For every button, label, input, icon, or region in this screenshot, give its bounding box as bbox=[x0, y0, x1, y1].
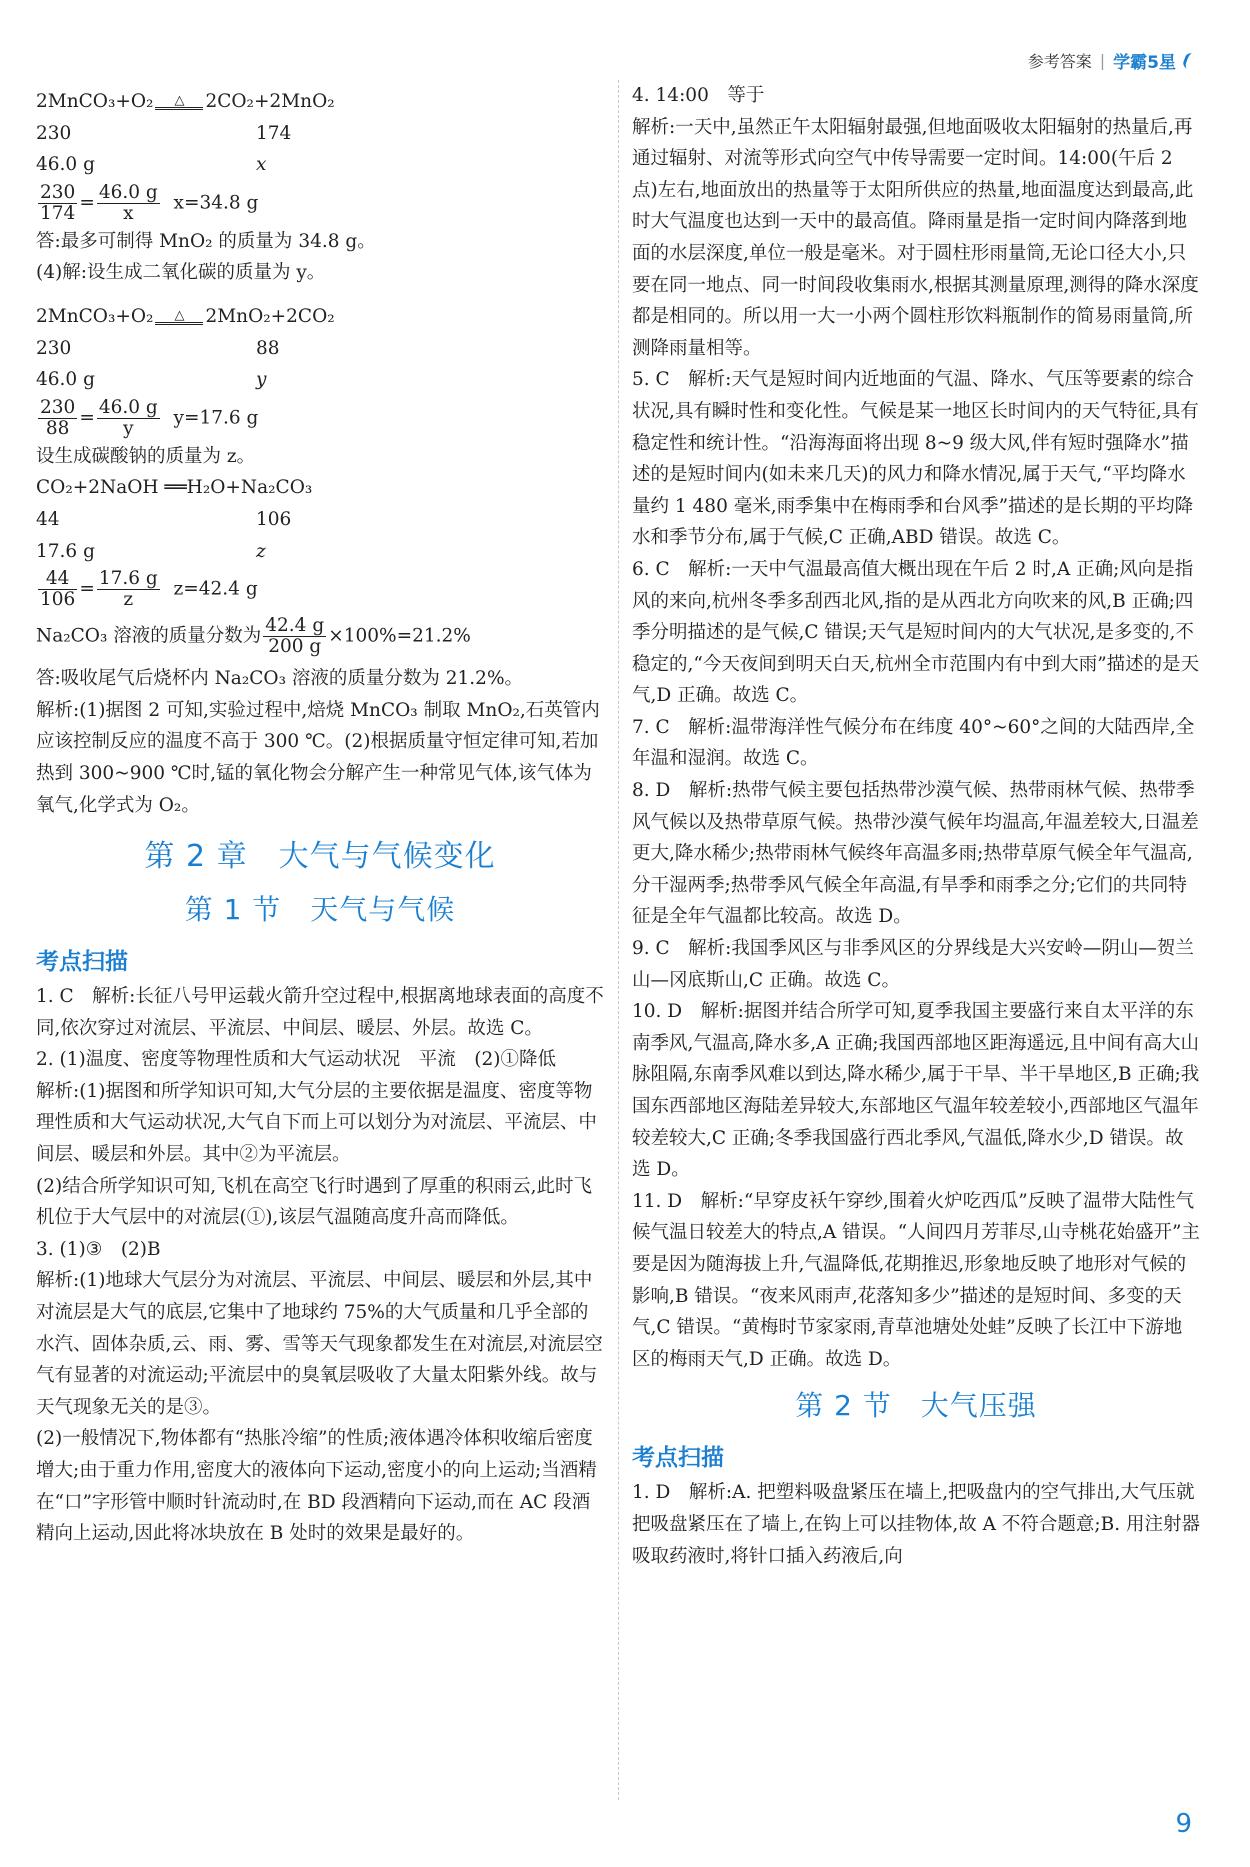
question-9: 9. C 解析:我国季风区与非季风区的分界线是大兴安岭—阴山—贺兰山—冈底斯山,C 正确。故选 C。 bbox=[632, 938, 1194, 991]
mass-fraction: Na₂CO₃ 溶液的质量分数为 $\frac{42.4 g}{200 g}$ ×100%=21.2% bbox=[36, 615, 471, 658]
right-column bbox=[632, 80, 1200, 1572]
left-column bbox=[36, 80, 604, 1550]
answer-2: 答:吸收尾气后烧杯内 Na₂CO₃ 溶液的质量分数为 21.2%。 bbox=[36, 668, 524, 690]
question-3-analysis-2: (2)一般情况下,物体都有“热胀冷缩”的性质;液体遇冷体积收缩后密度增大;由于重力作用,密度大的液体向下运动,密度小的向上运动;当酒精在“口”字形管中顺时针流动时,在 BD 段酒精向下运动,而在 AC 段酒精向上运动,因此将冰块放在 B 处时的效果是最好的。 bbox=[36, 1428, 597, 1545]
answer-1: 答:最多可制得 MnO₂ 的质量为 34.8 g。 bbox=[36, 230, 376, 252]
question-5: 5. C 解析:天气是短时间内近地面的气温、降水、气压等要素的综合状况,具有瞬时性和变化性。气候是某一地区长时间内的天气特征,具有稳定性和统计性。“沿海海面将出现 8~9 级大风,伴有短时强降水”描述的是短时间内(如未来几天)的风力和降水情况,属于天气,“平均降水量约 1 480 毫米,雨季集中在梅雨季和台风季”描述的是长期的平均降水和季节分布,属于气候,C 正确,ABD 错误。故选 C。 bbox=[632, 369, 1199, 549]
set-z: 设生成碳酸钠的质量为 z。 bbox=[36, 445, 256, 467]
analysis-block: 解析:(1)据图 2 可知,实验过程中,焙烧 MnCO₃ 制取 MnO₂,石英管内应该控制反应的温度不高于 300 ℃。(2)根据质量守恒定律可知,若加热到 300~900 ℃时,锰的氧化物会分解产生一种常见气体,该气体为氧气,化学式为 O₂。 bbox=[36, 699, 600, 816]
question-2: 2. (1)温度、密度等物理性质和大气运动状况 平流 (2)①降低 bbox=[36, 1049, 556, 1071]
equation-2: 2MnCO₃+O₂ 2MnO₂+2CO₂ bbox=[36, 305, 335, 327]
proportion-3: $\frac{44}{106}$ = $\frac{17.6 g}{z}$ z=42.4 g bbox=[40, 568, 258, 611]
header-separator: | bbox=[1099, 51, 1106, 70]
mass-row-1: 230 174 bbox=[36, 122, 292, 144]
mass-row-3: 44 106 bbox=[36, 508, 292, 530]
brand-logo: 学霸5星 bbox=[1113, 53, 1176, 73]
mass-row-2: 230 88 bbox=[36, 337, 280, 359]
given-row-2: 46.0 g y bbox=[36, 369, 267, 391]
proportion-2: $\frac{230}{88}$ = $\frac{46.0 g}{y}$ y=17.6 g bbox=[40, 396, 259, 439]
proportion-1: $\frac{230}{174}$ = $\frac{46.0 g}{x}$ x=34.8 g bbox=[40, 181, 259, 224]
question-3: 3. (1)③ (2)B bbox=[36, 1238, 161, 1260]
question-6: 6. C 解析:一天中气温最高值大概出现在午后 2 时,A 正确;风向是指风的来向,杭州冬季多刮西北风,指的是从西北方向吹来的风,B 正确;四季分明描述的是气候,C 错误;天气是短时间内的大气状况,是多变的,不稳定的,“今天夜间到明天白天,杭州全市范围内有中到大雨”描述的是天气,D 正确。故选 C。 bbox=[632, 558, 1200, 707]
equation-1: 2MnCO₃+O₂ 2CO₂+2MnO₂ bbox=[36, 91, 335, 112]
question-4: 4. 14:00 等于 bbox=[632, 85, 765, 106]
part-4: (4)解:设生成二氧化碳的质量为 y。 bbox=[36, 262, 326, 284]
question-2-analysis-1: 解析:(1)据图和所学知识可知,大气分层的主要依据是温度、密度等物理性质和大气运动状况,大气自下而上可以划分为对流层、平流层、中间层、暖层和外层。其中②为平流层。 bbox=[36, 1080, 597, 1166]
question-11: 11. D 解析:“早穿皮袄午穿纱,围着火炉吃西瓜”反映了温带大陆性气候气温日较差大的特点,A 错误。“人间四月芳菲尽,山寺桃花始盛开”主要是因为随海拔上升,气温降低,花期推迟,形象地反映了地形对气候的影响,B 错误。“夜来风雨声,花落知多少”描述的是短时间、多变的天气,C 错误。“黄梅时节家家雨,青草池塘处处蛙”反映了长江中下游地区的梅雨天气,D 正确。故选 D。 bbox=[632, 1190, 1200, 1370]
question-8: 8. D 解析:热带气候主要包括热带沙漠气候、热带雨林气候、热带季风气候以及热带草原气候。热带沙漠气候年均温高,年温差较大,日温差更大,降水稀少;热带雨林气候终年高温多雨;热带草原气候全年气温高,分干湿两季;热带季风气候全年高温,有旱季和雨季之分;它们的共同特征是全年气温都比较高。故选 D。 bbox=[632, 780, 1199, 928]
key-points-heading-2: 考点扫描 bbox=[632, 1445, 724, 1472]
given-row-3: 17.6 g z bbox=[36, 540, 266, 562]
question-1: 1. C 解析:长征八号甲运载火箭升空过程中,根据离地球表面的高度不同,依次穿过对流层、平流层、中间层、暖层、外层。故选 C。 bbox=[36, 986, 604, 1039]
question-7: 7. C 解析:温带海洋性气候分布在纬度 40°~60°之间的大陆西岸,全年温和湿润。故选 C。 bbox=[632, 716, 1195, 770]
question-4-analysis: 解析:一天中,虽然正午太阳辐射最强,但地面吸收太阳辐射的热量后,再通过辐射、对流等形式向空气中传导需要一定时间。14:00(午后 2 点)左右,地面放出的热量等于太阳所供应的热量,地面温度达到最高,此时大气温度也达到一天中的最高值。降雨量是指一定时间内降落到地面的水层深度,单位一般是毫米。对于圆柱形雨量筒,无论口径大小,只要在同一地点、同一时间段收集雨水,根据其测量原理,测得的降水深度都是相同的。所以用一大一小两个圆柱形饮料瓶制作的简易雨量筒,所测降雨量相等。 bbox=[632, 116, 1199, 359]
page-header bbox=[1028, 48, 1195, 73]
section-title-2: 第 2 节 大气压强 bbox=[795, 1389, 1037, 1423]
equation-3: CO₂+2NaOH ══H₂O+Na₂CO₃ bbox=[36, 477, 313, 499]
question-2-analysis-2: (2)结合所学知识可知,飞机在高空飞行时遇到了厚重的积雨云,此时飞机位于大气层中的对流层(①),该层气温随高度升高而降低。 bbox=[36, 1175, 592, 1229]
leaf-icon bbox=[1182, 51, 1198, 70]
page-number: 9 bbox=[1175, 1809, 1192, 1839]
section2-question-1: 1. D 解析:A. 把塑料吸盘紧压在墙上,把吸盘内的空气排出,大气压就把吸盘紧压在了墙上,在钩上可以挂物体,故 A 不符合题意;B. 用注射器吸取药液时,将针口插入药液后,向 bbox=[632, 1482, 1200, 1567]
chapter-title: 第 2 章 大气与气候变化 bbox=[144, 839, 496, 875]
section-title-1: 第 1 节 天气与气候 bbox=[184, 893, 456, 927]
question-3-analysis-1: 解析:(1)地球大气层分为对流层、平流层、中间层、暖层和外层,其中对流层是大气的底层,它集中了地球约 75%的大气质量和几乎全部的水汽、固体杂质,云、雨、雾、雪等天气现象都发生在对流层,对流层空气有显著的对流运动;平流层中的臭氧层吸收了大量太阳紫外线。故与天气现象无关的是③。 bbox=[36, 1270, 603, 1418]
column-divider bbox=[618, 80, 619, 1800]
given-row-1: 46.0 g x bbox=[36, 154, 267, 176]
key-points-heading: 考点扫描 bbox=[36, 949, 128, 976]
question-10: 10. D 解析:据图并结合所学可知,夏季我国主要盛行来自太平洋的东南季风,气温高,降水多,A 正确;我国西部地区距海遥远,且中间有高大山脉阻隔,东南季风难以到达,降水稀少,属于干旱、半干旱地区,B 正确;我国东西部地区海陆差异较大,东部地区气温年较差较小,西部地区气温年较差较大,C 正确;冬季我国盛行西北季风,气温低,降水少,D 错误。故选 D。 bbox=[632, 1001, 1200, 1181]
header-label: 参考答案 bbox=[1027, 52, 1092, 71]
